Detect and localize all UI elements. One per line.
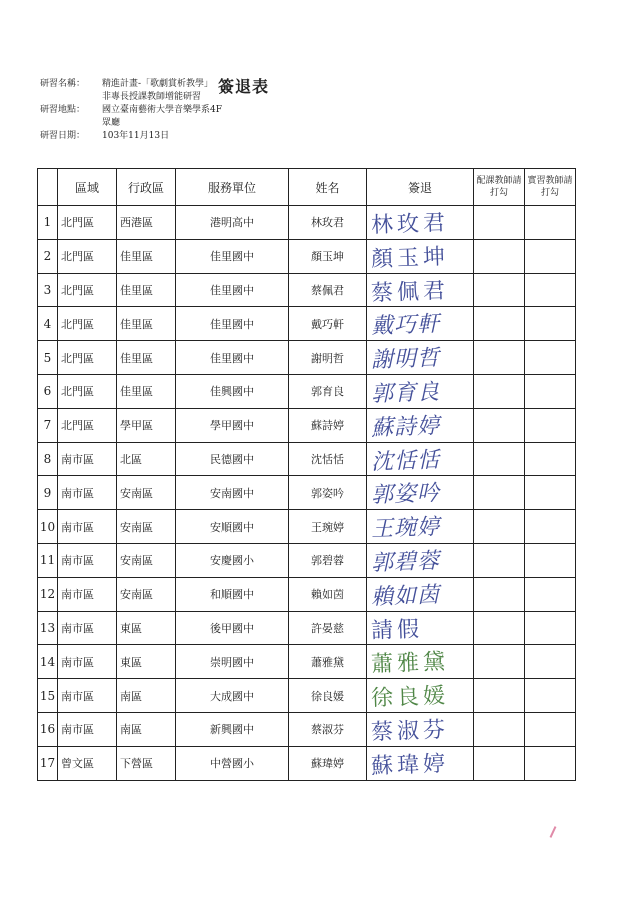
row-unit: 大成國中 bbox=[176, 679, 289, 713]
event-name-label: 研習名稱： bbox=[40, 79, 86, 89]
row-district: 佳里區 bbox=[117, 307, 176, 341]
row-unit: 和順國中 bbox=[176, 577, 289, 611]
row-area: 北門區 bbox=[58, 206, 117, 240]
row-district: 學甲區 bbox=[117, 408, 176, 442]
header-number bbox=[38, 169, 58, 206]
handwritten-signature: 蔡佩君 bbox=[370, 278, 450, 306]
row-name: 戴巧軒 bbox=[289, 307, 367, 341]
row-unit: 後甲國中 bbox=[176, 611, 289, 645]
table-row bbox=[38, 341, 576, 375]
table-row bbox=[38, 273, 576, 307]
handwritten-signature: 請假 bbox=[370, 616, 424, 644]
row-assigned-check[interactable] bbox=[474, 712, 525, 746]
handwritten-signature: 徐良媛 bbox=[370, 683, 450, 712]
row-intern-check[interactable] bbox=[525, 543, 576, 577]
header-assigned-teacher: 配課教師請打勾 bbox=[474, 169, 525, 206]
row-signature-cell bbox=[367, 476, 474, 510]
row-number: 2 bbox=[38, 239, 58, 273]
header-name: 姓名 bbox=[289, 169, 367, 206]
sign-out-table bbox=[37, 168, 576, 781]
row-signature-cell bbox=[367, 239, 474, 273]
row-assigned-check[interactable] bbox=[474, 543, 525, 577]
row-name: 蕭雅黛 bbox=[289, 645, 367, 679]
row-signature-cell bbox=[367, 543, 474, 577]
row-area: 北門區 bbox=[58, 341, 117, 375]
row-unit: 佳里國中 bbox=[176, 307, 289, 341]
row-assigned-check[interactable] bbox=[474, 442, 525, 476]
row-number: 9 bbox=[38, 476, 58, 510]
row-name: 蔡佩君 bbox=[289, 273, 367, 307]
row-name: 蘇詩婷 bbox=[289, 408, 367, 442]
row-district: 佳里區 bbox=[117, 341, 176, 375]
event-place-label: 研習地點： bbox=[40, 105, 86, 115]
row-area: 北門區 bbox=[58, 408, 117, 442]
row-name: 郭姿吟 bbox=[289, 476, 367, 510]
row-number: 17 bbox=[38, 746, 58, 780]
header-intern-teacher: 實習教師請打勾 bbox=[525, 169, 576, 206]
row-name: 郭碧蓉 bbox=[289, 543, 367, 577]
row-name: 許晏慈 bbox=[289, 611, 367, 645]
row-assigned-check[interactable] bbox=[474, 307, 525, 341]
row-area: 北門區 bbox=[58, 239, 117, 273]
row-assigned-check[interactable] bbox=[474, 476, 525, 510]
row-signature-cell bbox=[367, 307, 474, 341]
event-place-value: 國立臺南藝術大學音樂學系4F眾廳 bbox=[102, 105, 222, 128]
row-signature-cell bbox=[367, 442, 474, 476]
header-sign: 簽退 bbox=[367, 169, 474, 206]
row-intern-check[interactable] bbox=[525, 746, 576, 780]
row-name: 蘇瑋婷 bbox=[289, 746, 367, 780]
handwritten-signature: 王琬婷 bbox=[370, 514, 441, 543]
event-date-label: 研習日期： bbox=[40, 131, 86, 141]
row-area: 北門區 bbox=[58, 374, 117, 408]
event-place-row bbox=[40, 104, 222, 130]
event-name-value: 精進計畫-「歌劇賞析教學」非專長授課教師增能研習 bbox=[102, 79, 214, 102]
row-signature-cell bbox=[367, 273, 474, 307]
row-signature-cell bbox=[367, 341, 474, 375]
table-row bbox=[38, 543, 576, 577]
row-signature-cell bbox=[367, 374, 474, 408]
row-district: 南區 bbox=[117, 712, 176, 746]
row-intern-check[interactable] bbox=[525, 408, 576, 442]
row-unit: 新興國中 bbox=[176, 712, 289, 746]
row-intern-check[interactable] bbox=[525, 307, 576, 341]
row-unit: 崇明國中 bbox=[176, 645, 289, 679]
table-row bbox=[38, 408, 576, 442]
row-unit: 佳里國中 bbox=[176, 341, 289, 375]
row-unit: 中營國小 bbox=[176, 746, 289, 780]
table-row bbox=[38, 679, 576, 713]
row-number: 16 bbox=[38, 712, 58, 746]
row-name: 徐良媛 bbox=[289, 679, 367, 713]
handwritten-signature: 林玫君 bbox=[370, 210, 450, 239]
row-name: 賴如茵 bbox=[289, 577, 367, 611]
row-number: 5 bbox=[38, 341, 58, 375]
row-area: 南市區 bbox=[58, 712, 117, 746]
row-number: 11 bbox=[38, 543, 58, 577]
row-district: 北區 bbox=[117, 442, 176, 476]
table-row bbox=[38, 374, 576, 408]
table-row bbox=[38, 239, 576, 273]
row-assigned-check[interactable] bbox=[474, 206, 525, 240]
row-signature-cell bbox=[367, 577, 474, 611]
table-row bbox=[38, 476, 576, 510]
row-assigned-check[interactable] bbox=[474, 611, 525, 645]
row-assigned-check[interactable] bbox=[474, 374, 525, 408]
row-area: 南市區 bbox=[58, 611, 117, 645]
row-unit: 安順國中 bbox=[176, 510, 289, 544]
row-number: 6 bbox=[38, 374, 58, 408]
row-intern-check[interactable] bbox=[525, 442, 576, 476]
table-row bbox=[38, 307, 576, 341]
row-area: 曾文區 bbox=[58, 746, 117, 780]
row-assigned-check[interactable] bbox=[474, 679, 525, 713]
row-signature-cell bbox=[367, 746, 474, 780]
row-district: 南區 bbox=[117, 679, 176, 713]
handwritten-signature: 蘇詩婷 bbox=[370, 413, 441, 441]
row-unit: 安南國中 bbox=[176, 476, 289, 510]
row-area: 北門區 bbox=[58, 273, 117, 307]
row-assigned-check[interactable] bbox=[474, 645, 525, 679]
row-area: 北門區 bbox=[58, 307, 117, 341]
row-assigned-check[interactable] bbox=[474, 273, 525, 307]
row-assigned-check[interactable] bbox=[474, 239, 525, 273]
table-row bbox=[38, 510, 576, 544]
table-row bbox=[38, 206, 576, 240]
row-signature-cell bbox=[367, 679, 474, 713]
row-number: 4 bbox=[38, 307, 58, 341]
row-name: 蔡淑芬 bbox=[289, 712, 367, 746]
row-area: 南市區 bbox=[58, 543, 117, 577]
row-intern-check[interactable] bbox=[525, 679, 576, 713]
handwritten-signature: 郭姿吟 bbox=[370, 481, 441, 509]
row-unit: 佳里國中 bbox=[176, 273, 289, 307]
row-intern-check[interactable] bbox=[525, 341, 576, 375]
row-intern-check[interactable] bbox=[525, 476, 576, 510]
row-number: 10 bbox=[38, 510, 58, 544]
row-intern-check[interactable] bbox=[525, 645, 576, 679]
row-signature-cell bbox=[367, 611, 474, 645]
table-row bbox=[38, 645, 576, 679]
row-number: 14 bbox=[38, 645, 58, 679]
event-info bbox=[40, 78, 222, 143]
row-intern-check[interactable] bbox=[525, 239, 576, 273]
handwritten-signature: 蘇瑋婷 bbox=[370, 751, 450, 780]
row-unit: 佳里國中 bbox=[176, 239, 289, 273]
row-unit: 學甲國中 bbox=[176, 408, 289, 442]
row-district: 佳里區 bbox=[117, 374, 176, 408]
row-intern-check[interactable] bbox=[525, 712, 576, 746]
header-area: 區域 bbox=[58, 169, 117, 206]
row-intern-check[interactable] bbox=[525, 510, 576, 544]
row-intern-check[interactable] bbox=[525, 374, 576, 408]
header-row bbox=[38, 169, 576, 206]
row-signature-cell bbox=[367, 408, 474, 442]
row-district: 安南區 bbox=[117, 476, 176, 510]
row-number: 1 bbox=[38, 206, 58, 240]
row-area: 南市區 bbox=[58, 577, 117, 611]
row-signature-cell bbox=[367, 712, 474, 746]
handwritten-signature: 郭碧蓉 bbox=[370, 548, 441, 577]
row-assigned-check[interactable] bbox=[474, 746, 525, 780]
row-assigned-check[interactable] bbox=[474, 341, 525, 375]
table-row bbox=[38, 746, 576, 780]
row-district: 佳里區 bbox=[117, 239, 176, 273]
handwritten-signature: 戴巧軒 bbox=[370, 312, 441, 340]
row-assigned-check[interactable] bbox=[474, 408, 525, 442]
handwritten-signature: 郭育良 bbox=[370, 379, 441, 408]
event-name-row bbox=[40, 78, 222, 104]
row-signature-cell bbox=[367, 206, 474, 240]
row-intern-check[interactable] bbox=[525, 577, 576, 611]
row-district: 安南區 bbox=[117, 510, 176, 544]
handwritten-signature: 蕭雅黛 bbox=[370, 650, 450, 678]
row-district: 安南區 bbox=[117, 577, 176, 611]
header-district: 行政區 bbox=[117, 169, 176, 206]
row-intern-check[interactable] bbox=[525, 611, 576, 645]
row-area: 南市區 bbox=[58, 679, 117, 713]
handwritten-signature: 沈恬恬 bbox=[370, 447, 441, 475]
row-district: 佳里區 bbox=[117, 273, 176, 307]
row-number: 3 bbox=[38, 273, 58, 307]
handwritten-signature: 賴如茵 bbox=[370, 582, 441, 610]
row-district: 下營區 bbox=[117, 746, 176, 780]
row-unit: 民德國中 bbox=[176, 442, 289, 476]
row-unit: 佳興國中 bbox=[176, 374, 289, 408]
row-intern-check[interactable] bbox=[525, 206, 576, 240]
row-assigned-check[interactable] bbox=[474, 577, 525, 611]
row-assigned-check[interactable] bbox=[474, 510, 525, 544]
row-area: 南市區 bbox=[58, 510, 117, 544]
row-signature-cell bbox=[367, 645, 474, 679]
row-name: 顏玉坤 bbox=[289, 239, 367, 273]
event-date-row bbox=[40, 130, 222, 143]
row-number: 13 bbox=[38, 611, 58, 645]
row-name: 沈恬恬 bbox=[289, 442, 367, 476]
row-number: 15 bbox=[38, 679, 58, 713]
row-name: 林玫君 bbox=[289, 206, 367, 240]
event-date-value: 103年11月13日 bbox=[102, 131, 170, 141]
table-row bbox=[38, 577, 576, 611]
row-number: 12 bbox=[38, 577, 58, 611]
row-area: 南市區 bbox=[58, 442, 117, 476]
row-unit: 安慶國小 bbox=[176, 543, 289, 577]
table-row bbox=[38, 611, 576, 645]
row-number: 8 bbox=[38, 442, 58, 476]
row-area: 南市區 bbox=[58, 476, 117, 510]
handwritten-signature: 顏玉坤 bbox=[370, 244, 450, 273]
row-unit: 港明高中 bbox=[176, 206, 289, 240]
row-intern-check[interactable] bbox=[525, 273, 576, 307]
row-district: 安南區 bbox=[117, 543, 176, 577]
table-row bbox=[38, 712, 576, 746]
handwritten-signature: 謝明哲 bbox=[370, 345, 441, 374]
page-title: 簽退表 bbox=[218, 77, 270, 96]
row-district: 西港區 bbox=[117, 206, 176, 240]
row-name: 謝明哲 bbox=[289, 341, 367, 375]
table-row bbox=[38, 442, 576, 476]
pen-mark bbox=[550, 826, 557, 838]
row-name: 郭育良 bbox=[289, 374, 367, 408]
row-district: 東區 bbox=[117, 611, 176, 645]
handwritten-signature: 蔡淑芬 bbox=[370, 717, 450, 746]
row-name: 王琬婷 bbox=[289, 510, 367, 544]
row-area: 南市區 bbox=[58, 645, 117, 679]
row-number: 7 bbox=[38, 408, 58, 442]
row-signature-cell bbox=[367, 510, 474, 544]
header-unit: 服務單位 bbox=[176, 169, 289, 206]
row-district: 東區 bbox=[117, 645, 176, 679]
